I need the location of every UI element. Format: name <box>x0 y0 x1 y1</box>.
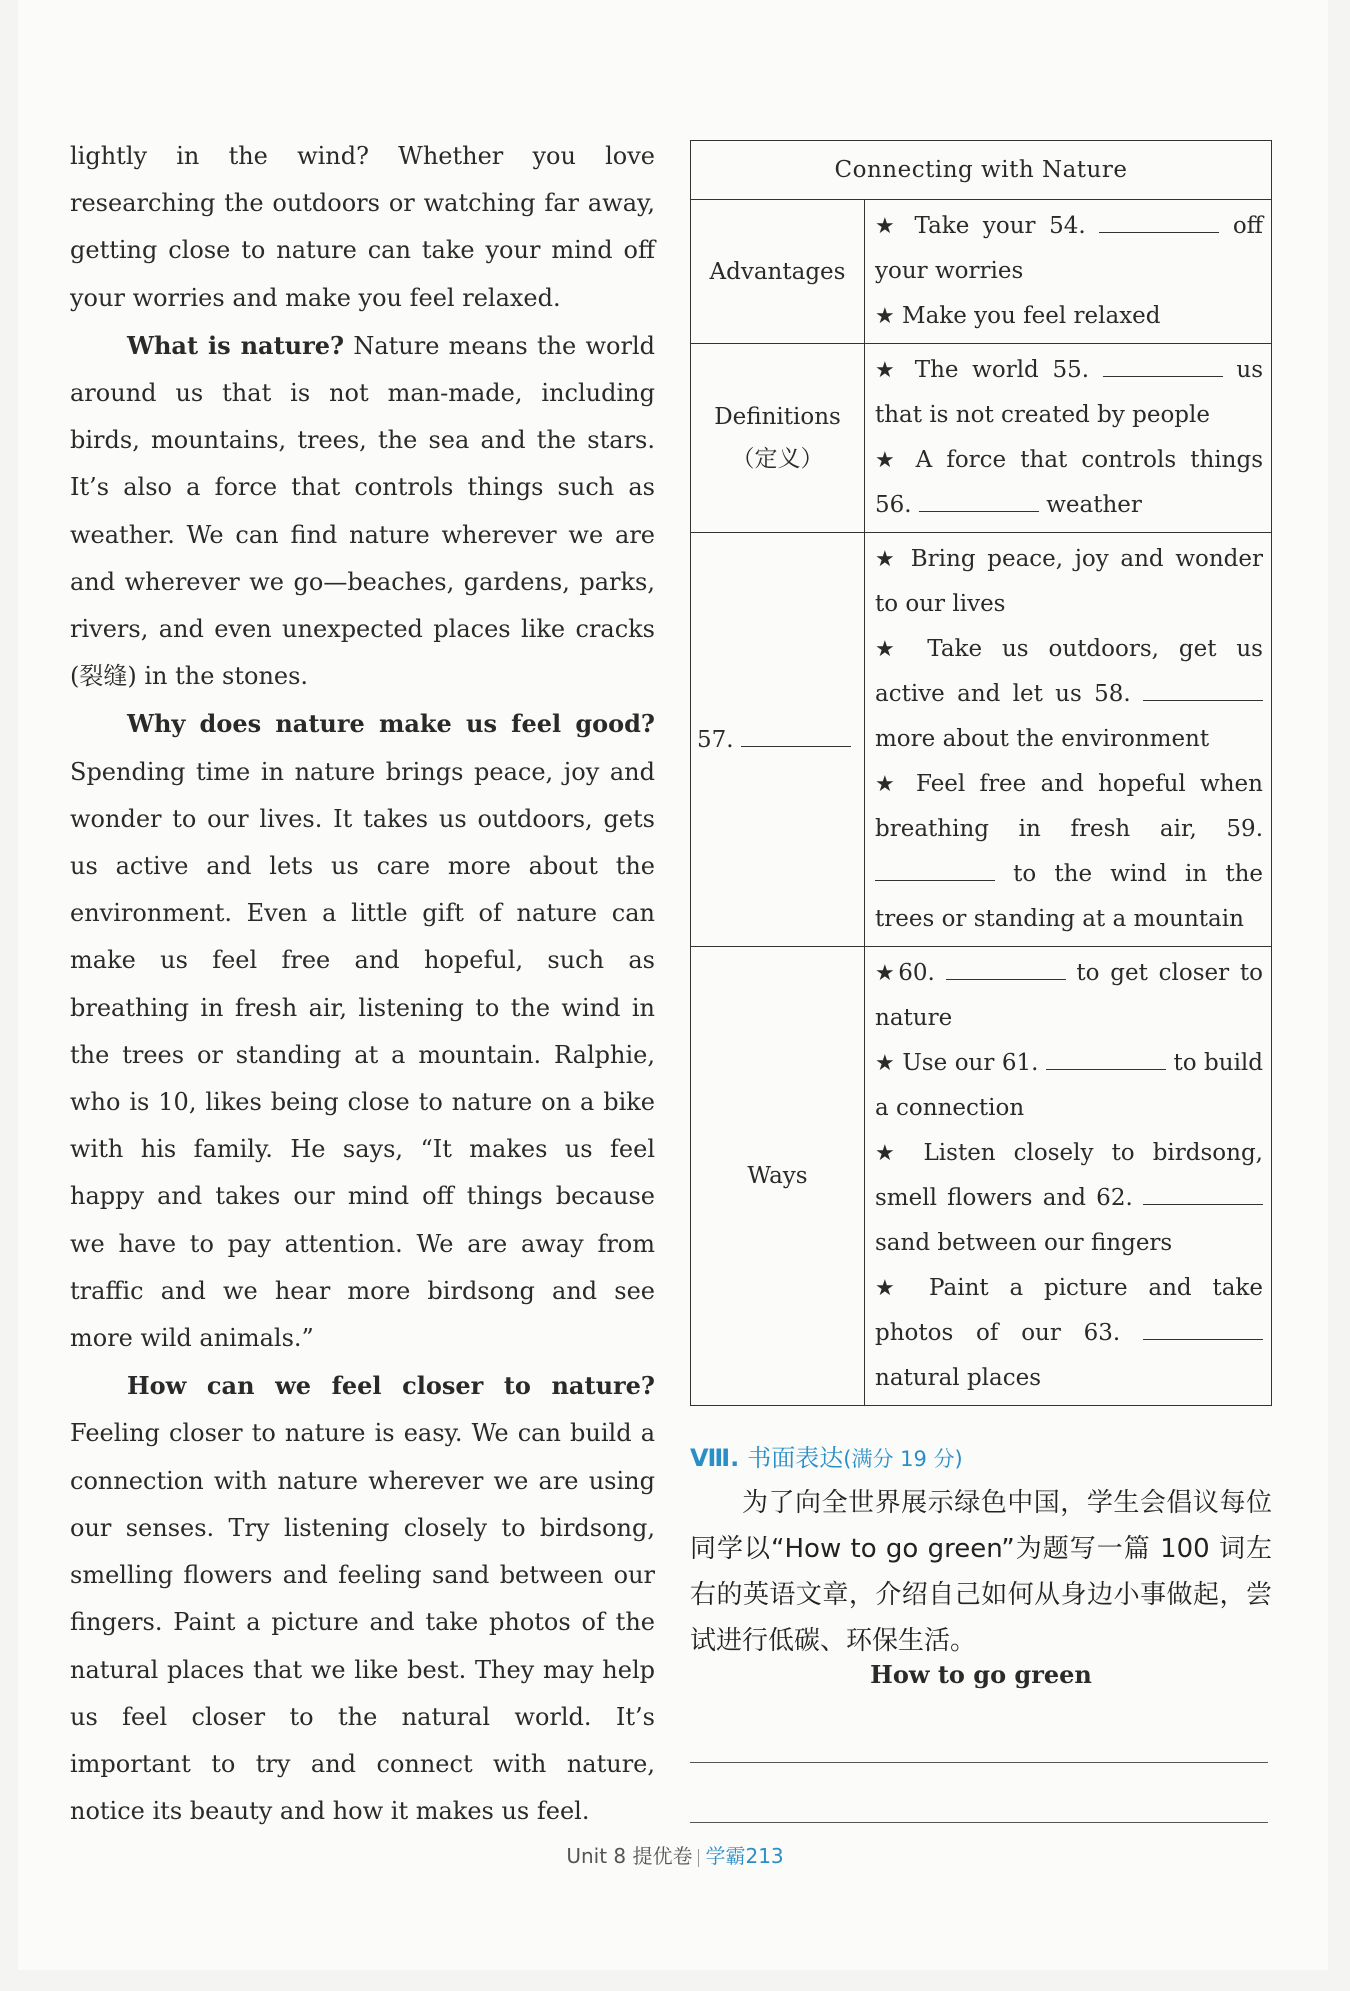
table-row-reasons <box>691 533 1272 947</box>
star-icon: ★ <box>875 637 908 662</box>
star-icon: ★ <box>875 772 902 797</box>
writing-prompt: 为了向全世界展示绿色中国，学生会倡议每位同学以“How to go green”为题写一篇 100 词左右的英语文章，介绍自己如何从身边小事做起，尝试进行低碳、环保生活。 <box>690 1488 1272 1656</box>
page-footer <box>0 1840 1350 1869</box>
row-content-advantages: ★ Take your 54. off your worries ★ Make you feel relaxed <box>865 200 1272 344</box>
page-number: 213 <box>745 1844 784 1868</box>
table-row-ways <box>691 947 1272 1406</box>
answer-blank-62[interactable] <box>1143 1178 1263 1205</box>
answer-blank-55[interactable] <box>1103 350 1223 377</box>
paragraph-body: Nature means the world around us that is not man-made, including birds, mountains, trees, the sea and the stars. It’s also a force that controls things such as weather. We can find nature wherever we are and wherever we go—beaches, gardens, parks, rivers, and even unexpected places like cracks (裂缝) in the stones. <box>70 331 655 691</box>
star-icon: ★ <box>875 1141 906 1166</box>
paragraph-body: Spending time in nature brings peace, joy and wonder to our lives. It takes us outdoors, gets us active and lets us care more about the environment. Even a little gift of nature can make us feel free and hopeful, such as breathing in fresh air, listening to the wind in the trees or standing at a mountain. Ralphie, who is 10, likes being close to nature on a bike with his family. He says, “It makes us feel happy and takes our mind off things because we have to pay attention. We are away from traffic and we hear more birdsong and see more wild animals.” <box>70 757 655 1353</box>
answer-blank-63[interactable] <box>1143 1313 1263 1340</box>
passage-paragraph-0: lightly in the wind? Whether you love researching the outdoors or watching far away, getting close to nature can take your mind off your worries and make you feel relaxed. <box>70 142 655 312</box>
star-icon: ★ <box>875 961 899 986</box>
answer-blank-54[interactable] <box>1099 206 1219 233</box>
paragraph-heading: Why does nature make us feel good? <box>127 709 655 739</box>
table-title: Connecting with Nature <box>691 141 1272 200</box>
row-label-definitions: Definitions （定义） <box>691 344 865 533</box>
section-heading-writing <box>690 1438 963 1473</box>
answer-blank-57[interactable] <box>741 720 851 747</box>
passage-paragraph-3 <box>70 1362 655 1835</box>
section-number: Ⅷ. <box>690 1444 740 1472</box>
table-row-advantages <box>691 200 1272 344</box>
summary-table <box>690 140 1272 1406</box>
paragraph-heading: What is nature? <box>127 330 345 360</box>
answer-blank-59[interactable] <box>875 854 995 881</box>
row-content-reasons: ★ Bring peace, joy and wonder to our lives ★ Take us outdoors, get us active and let us 58. more about the environment ★ Feel free and hopeful when breathing in fresh air, 59. to the wind in the trees or standing at a mountain <box>865 533 1272 947</box>
reading-passage <box>70 133 655 1835</box>
table-row-definitions <box>691 344 1272 533</box>
footer-brand: 学霸 <box>705 1844 746 1868</box>
writing-line[interactable] <box>690 1822 1268 1823</box>
answer-blank-56[interactable] <box>919 485 1039 512</box>
row-content-definitions: ★ The world 55. us that is not created by people ★ A force that controls things 56. weather <box>865 344 1272 533</box>
star-icon: ★ <box>875 1051 895 1076</box>
footer-divider <box>698 1849 699 1867</box>
passage-paragraph-1 <box>70 322 655 701</box>
essay-title: How to go green <box>870 1660 1092 1689</box>
passage-paragraph-2 <box>70 700 655 1362</box>
answer-blank-58[interactable] <box>1143 674 1263 701</box>
answer-blank-60[interactable] <box>946 953 1066 980</box>
row-label-57: 57. <box>691 533 865 947</box>
section-score: (满分 19 分) <box>843 1447 963 1471</box>
star-icon: ★ <box>875 304 895 329</box>
footer-unit: Unit 8 提优卷 <box>566 1844 693 1868</box>
row-label-ways: Ways <box>691 947 865 1406</box>
answer-blank-61[interactable] <box>1046 1043 1166 1070</box>
section-title: 书面表达 <box>747 1444 844 1472</box>
row-content-ways: ★60. to get closer to nature ★ Use our 61. to build a connection ★ Listen closely to birdsong, smell flowers and 62. sand between our fingers ★ Paint a picture and take photos of our 63. natural places <box>865 947 1272 1406</box>
writing-line[interactable] <box>690 1762 1268 1763</box>
paragraph-heading: How can we feel closer to nature? <box>127 1371 655 1401</box>
row-label-advantages: Advantages <box>691 200 865 344</box>
star-icon: ★ <box>875 358 902 383</box>
star-icon: ★ <box>875 214 901 239</box>
star-icon: ★ <box>875 448 902 473</box>
paragraph-body: Feeling closer to nature is easy. We can build a connection with nature wherever we are using our senses. Try listening closely to birdsong, smelling flowers and feeling sand between our fingers. Paint a picture and take photos of the natural places that we like best. They may help us feel closer to the natural world. It’s important to try and connect with nature, notice its beauty and how it makes us feel. <box>70 1419 655 1826</box>
star-icon: ★ <box>875 1276 909 1301</box>
star-icon: ★ <box>875 547 900 572</box>
